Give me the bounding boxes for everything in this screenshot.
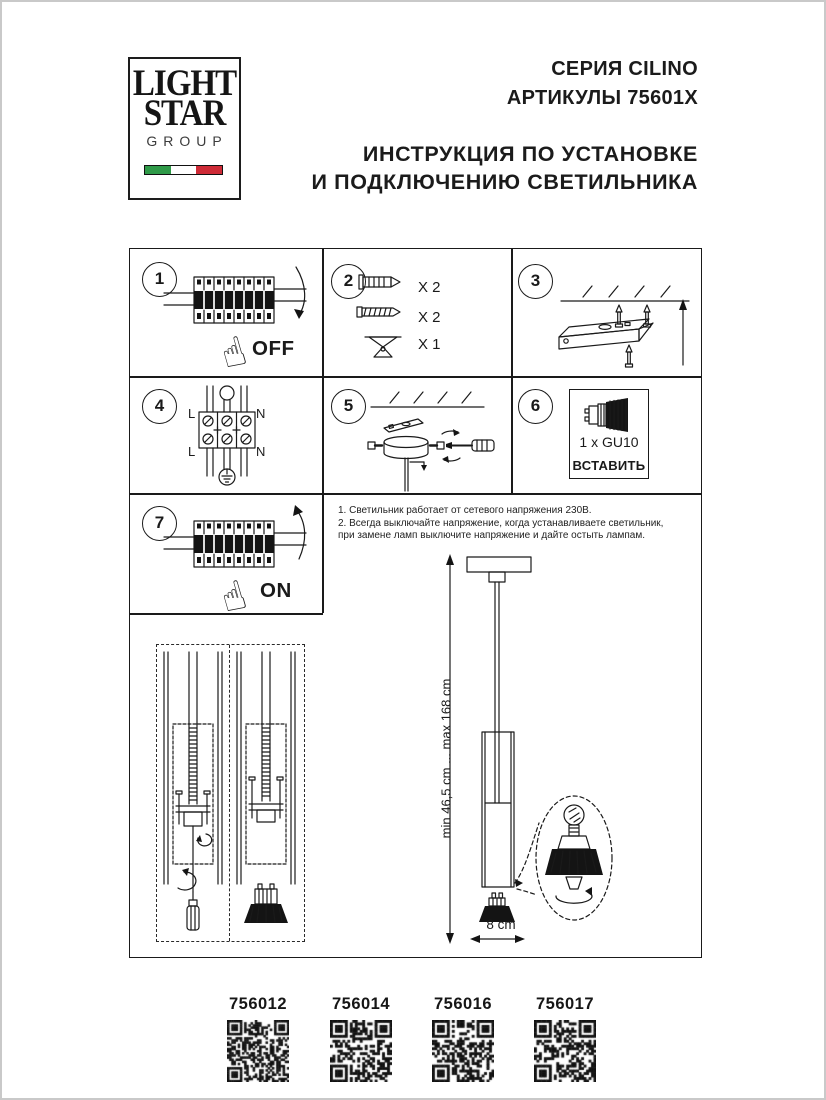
logo-light: LIGHT bbox=[132, 63, 237, 105]
step-number-6: 6 bbox=[518, 389, 553, 424]
step-number-7: 7 bbox=[142, 506, 177, 541]
insert-lamp-detail-illustration bbox=[231, 646, 301, 938]
qr-item bbox=[513, 995, 617, 1087]
note-line-2: 2. Всегда выключайте напряжение, когда устанавливаете светильник, bbox=[338, 517, 664, 529]
panel-divider bbox=[229, 645, 230, 941]
note-line-3: при замене ламп выключите напряжение и дайте остыть лампам. bbox=[338, 530, 645, 541]
lamp-type-label: 1 x GU10 bbox=[579, 434, 639, 450]
grid-line bbox=[130, 493, 701, 495]
insert-action-label: ВСТАВИТЬ bbox=[572, 458, 646, 473]
wire-label-l-top: L bbox=[188, 406, 196, 421]
unscrew-detail-illustration bbox=[158, 646, 228, 938]
instruction-title-line2: И ПОДКЛЮЧЕНИЮ СВЕТИЛЬНИКА bbox=[311, 170, 698, 194]
screw-qty: X 2 bbox=[418, 309, 441, 326]
height-dimension-label: min 46,5 cm ... max 168 cm bbox=[438, 678, 454, 839]
note-line-1: 1. Светильник работает от сетевого напряжения 230В. bbox=[338, 505, 592, 516]
qr-code-756016 bbox=[432, 1020, 494, 1082]
step-number-2: 2 bbox=[331, 264, 366, 299]
canopy-mounting-illustration bbox=[322, 376, 512, 493]
svg-text:☝: ☝ bbox=[215, 327, 252, 379]
wall-plug-qty: X 2 bbox=[418, 279, 441, 296]
wire-label-l-bottom: L bbox=[188, 444, 196, 459]
article-number-1: 756012 bbox=[228, 995, 288, 1013]
logo-group: GROUP bbox=[146, 133, 228, 149]
lightstar-logo bbox=[128, 57, 241, 200]
wire-label-n-bottom: N bbox=[256, 444, 266, 459]
qr-item bbox=[411, 995, 515, 1087]
qr-item bbox=[206, 995, 310, 1087]
lamp-insert-box bbox=[569, 389, 649, 479]
on-label: ON bbox=[260, 579, 292, 602]
step-number-4: 4 bbox=[142, 389, 177, 424]
instruction-title-line1: ИНСТРУКЦИЯ ПО УСТАНОВКЕ bbox=[362, 142, 698, 166]
series-title: СЕРИЯ CILINO bbox=[551, 58, 698, 80]
qr-item bbox=[309, 995, 413, 1087]
safety-notes bbox=[338, 505, 678, 543]
svg-text:☝: ☝ bbox=[215, 571, 252, 623]
step-number-3: 3 bbox=[518, 264, 553, 299]
article-number-2: 756014 bbox=[331, 995, 391, 1013]
step-number-1: 1 bbox=[142, 262, 177, 297]
articles-title: АРТИКУЛЫ 75601X bbox=[506, 87, 698, 109]
qr-code-756017 bbox=[534, 1020, 596, 1082]
gu10-lamp-icon bbox=[583, 398, 635, 432]
qr-code-756012 bbox=[227, 1020, 289, 1082]
article-number-4: 756017 bbox=[535, 995, 595, 1013]
wire-label-n-top: N bbox=[256, 406, 266, 421]
breaker-on-illustration bbox=[158, 505, 318, 623]
step-number-5: 5 bbox=[331, 389, 366, 424]
instruction-grid bbox=[129, 248, 702, 958]
off-label: OFF bbox=[252, 337, 295, 360]
width-dimension-label: 8 cm bbox=[486, 917, 516, 932]
wiring-diagram bbox=[175, 384, 285, 489]
ceiling-bracket-illustration bbox=[511, 249, 701, 376]
article-number-3: 756016 bbox=[433, 995, 493, 1013]
italian-flag-stripe bbox=[144, 165, 223, 175]
qr-code-756014 bbox=[330, 1020, 392, 1082]
logo-star: STAR bbox=[143, 93, 226, 135]
bracket-qty: X 1 bbox=[418, 336, 441, 353]
pendant-dimensions-illustration bbox=[429, 551, 634, 951]
